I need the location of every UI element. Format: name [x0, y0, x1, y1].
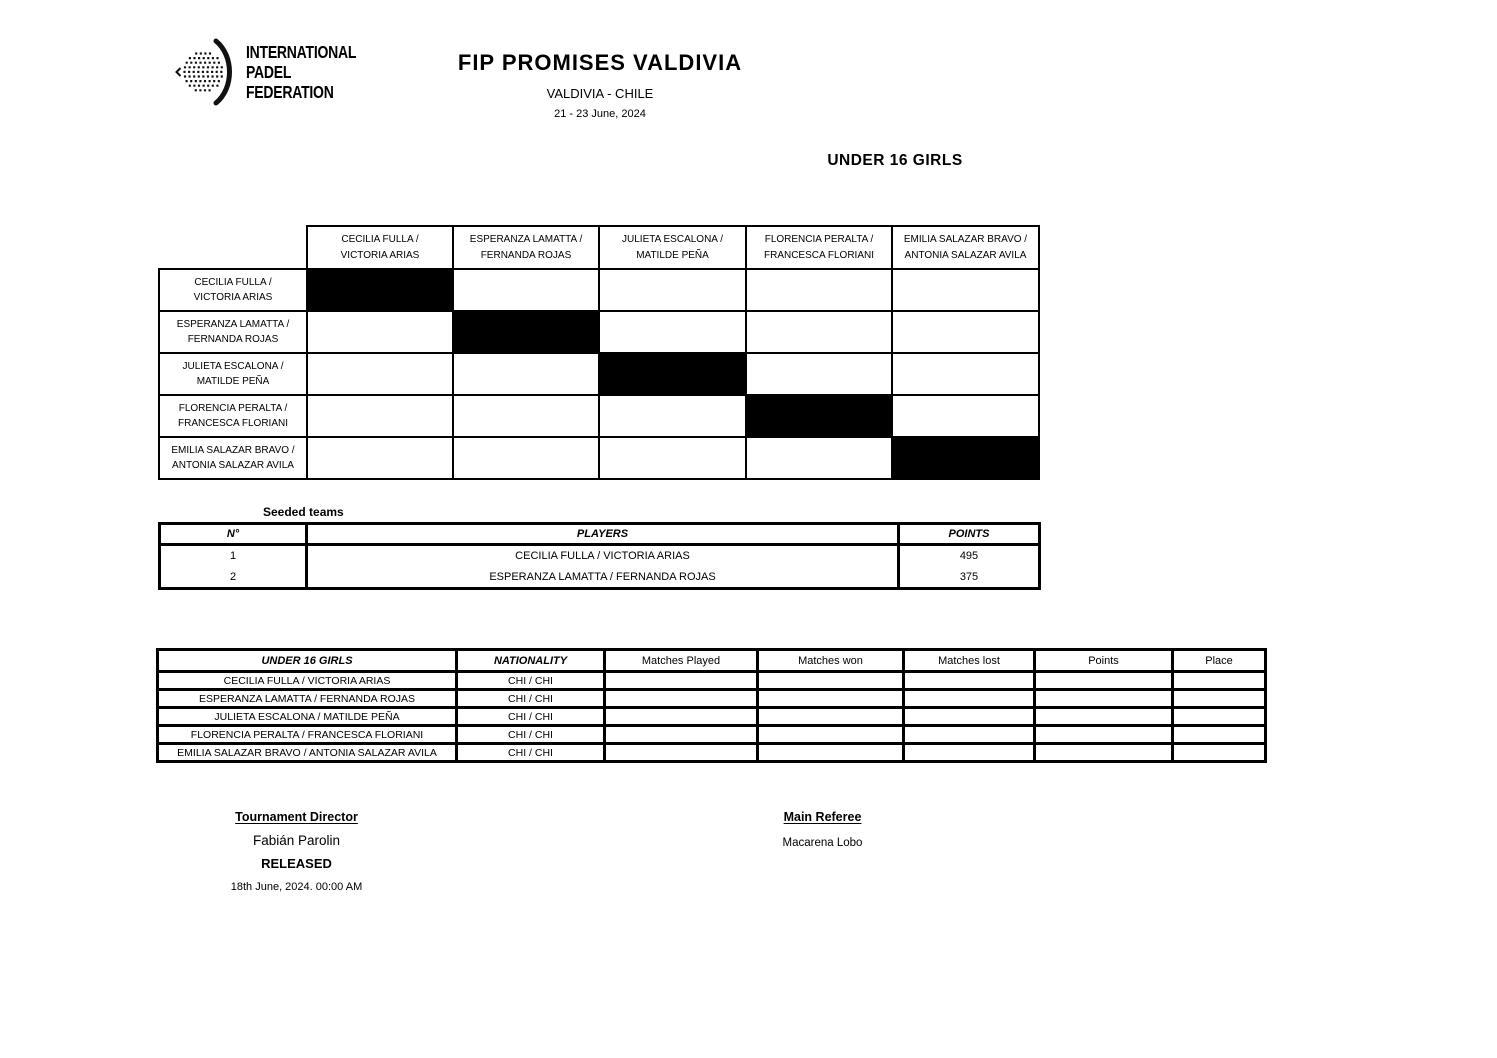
standings-matches-lost: [904, 726, 1035, 744]
matrix-column-header: [453, 226, 599, 269]
matrix-column-header: [746, 226, 892, 269]
standings-column-header: UNDER 16 GIRLS: [158, 650, 457, 672]
team-name-line1: JULIETA ESCALONA /: [182, 361, 284, 372]
team-name: [160, 354, 306, 394]
matrix-row-header: [159, 353, 307, 395]
seeded-teams-table: [158, 522, 1041, 590]
standings-matches-won: [758, 744, 904, 762]
seeded-col-number: N°: [160, 524, 307, 545]
standings-nationality: CHI / CHI: [457, 726, 605, 744]
team-name-line1: FLORENCIA PERALTA /: [178, 403, 288, 414]
team-name: [600, 227, 745, 268]
matrix-corner-cell: [159, 226, 307, 269]
standings-team: ESPERANZA LAMATTA / FERNANDA ROJAS: [158, 690, 457, 708]
standings-matches-won: [758, 672, 904, 690]
seeded-teams-label: Seeded teams: [263, 505, 344, 519]
standings-team: JULIETA ESCALONA / MATILDE PEÑA: [158, 708, 457, 726]
ball-left-mark: [177, 68, 181, 76]
team-name-line2: FERNANDA ROJAS: [480, 249, 572, 261]
team-name-line2: FRANCESCA FLORIANI: [763, 249, 875, 261]
standings-points: [1035, 690, 1173, 708]
standings-matches-lost: [904, 708, 1035, 726]
seeded-col-players: PLAYERS: [307, 524, 899, 545]
standings-row: [158, 690, 1266, 708]
round-robin-matrix: [158, 225, 1040, 480]
standings-row: [158, 708, 1266, 726]
matrix-result-cell: [599, 269, 746, 311]
ball-dots: [183, 52, 223, 91]
standings-team: CECILIA FULLA / VICTORIA ARIAS: [158, 672, 457, 690]
matrix-result-cell: [746, 311, 892, 353]
standings-column-header: Matches lost: [904, 650, 1035, 672]
matrix-diagonal-cell: [746, 395, 892, 437]
standings-column-header: Matches Played: [605, 650, 758, 672]
team-name: [160, 396, 306, 436]
ball-swoosh: [216, 41, 230, 103]
matrix-result-cell: [599, 395, 746, 437]
team-name: [160, 270, 306, 310]
matrix-row: [159, 353, 1039, 395]
team-name-line2: ANTONIA SALAZAR AVILA: [172, 460, 294, 471]
matrix-result-cell: [307, 395, 453, 437]
standings-matches-lost: [904, 744, 1035, 762]
seeded-points: 375: [899, 567, 1040, 589]
standings-matches-played: [605, 690, 758, 708]
standings-matches-played: [605, 708, 758, 726]
standings-matches-lost: [904, 672, 1035, 690]
team-name: [160, 312, 306, 352]
team-name-line1: CECILIA FULLA /: [194, 277, 272, 288]
matrix-row: [159, 437, 1039, 479]
matrix-row-header: [159, 437, 307, 479]
standings-column-header: Matches won: [758, 650, 904, 672]
standings-place: [1173, 744, 1266, 762]
tournament-director-block: [170, 810, 423, 893]
team-name-line1: EMILIA SALAZAR BRAVO /: [171, 445, 295, 456]
team-name-line1: ESPERANZA LAMATTA /: [176, 319, 290, 330]
ipf-ball-icon: [175, 36, 239, 108]
standings-column-header: Points: [1035, 650, 1173, 672]
seeded-row: [160, 567, 1040, 589]
standings-column-header: NATIONALITY: [457, 650, 605, 672]
matrix-column-header: [892, 226, 1039, 269]
team-name: [747, 227, 891, 268]
tournament-title: FIP PROMISES VALDIVIA: [457, 50, 743, 75]
seeded-number: 2: [160, 567, 307, 589]
team-name-line1: JULIETA ESCALONA /: [622, 234, 723, 246]
standings-nationality: CHI / CHI: [457, 744, 605, 762]
tournament-director-label: Tournament Director: [235, 810, 358, 824]
team-name-line1: FLORENCIA PERALTA /: [764, 234, 874, 246]
matrix-result-cell: [746, 353, 892, 395]
standings-nationality: CHI / CHI: [457, 708, 605, 726]
standings-place: [1173, 726, 1266, 744]
matrix-row: [159, 311, 1039, 353]
standings-points: [1035, 726, 1173, 744]
standings-matches-lost: [904, 690, 1035, 708]
team-name: [454, 227, 598, 268]
standings-row: [158, 744, 1266, 762]
standings-matches-played: [605, 744, 758, 762]
release-status: RELEASED: [261, 856, 332, 871]
team-name: [308, 227, 452, 268]
standings-matches-won: [758, 690, 904, 708]
tournament-dates: 21 - 23 June, 2024: [554, 108, 646, 120]
main-referee-name: Macarena Lobo: [782, 837, 863, 849]
release-datetime: 18th June, 2024. 00:00 AM: [230, 881, 363, 893]
seeded-header-row: [160, 524, 1040, 545]
standings-header-row: [158, 650, 1266, 672]
matrix-result-cell: [453, 269, 599, 311]
logo-line-1: INTERNATIONAL: [246, 41, 357, 62]
matrix-result-cell: [892, 269, 1039, 311]
matrix-diagonal-cell: [892, 437, 1039, 479]
matrix-row-header: [159, 269, 307, 311]
standings-matches-played: [605, 726, 758, 744]
standings-points: [1035, 708, 1173, 726]
logo-line-3: FEDERATION: [246, 82, 334, 103]
matrix-result-cell: [307, 311, 453, 353]
seeded-col-points: POINTS: [899, 524, 1040, 545]
standings-nationality: CHI / CHI: [457, 690, 605, 708]
matrix-result-cell: [599, 437, 746, 479]
standings-column-header: Place: [1173, 650, 1266, 672]
matrix-row: [159, 269, 1039, 311]
team-name-line2: ANTONIA SALAZAR AVILA: [904, 249, 1027, 261]
team-name: [160, 438, 306, 478]
matrix-result-cell: [453, 395, 599, 437]
team-name-line2: FERNANDA ROJAS: [187, 334, 279, 345]
matrix-result-cell: [746, 437, 892, 479]
standings-row: [158, 672, 1266, 690]
matrix-result-cell: [599, 311, 746, 353]
standings-matches-won: [758, 708, 904, 726]
matrix-result-cell: [453, 353, 599, 395]
tournament-director-name: Fabián Parolin: [252, 833, 341, 848]
standings-team: FLORENCIA PERALTA / FRANCESCA FLORIANI: [158, 726, 457, 744]
team-name-line1: CECILIA FULLA /: [341, 234, 419, 246]
logo-line-2: PADEL: [246, 61, 292, 82]
matrix-diagonal-cell: [307, 269, 453, 311]
team-name-line2: FRANCESCA FLORIANI: [177, 418, 289, 429]
seeded-players: CECILIA FULLA / VICTORIA ARIAS: [307, 545, 899, 567]
matrix-header-row: [159, 226, 1039, 269]
matrix-column-header: [599, 226, 746, 269]
standings-place: [1173, 672, 1266, 690]
team-name-line2: MATILDE PEÑA: [636, 249, 709, 261]
team-name-line2: VICTORIA ARIAS: [340, 249, 420, 261]
matrix-row: [159, 395, 1039, 437]
matrix-result-cell: [746, 269, 892, 311]
standings-nationality: CHI / CHI: [457, 672, 605, 690]
tournament-location: VALDIVIA - CHILE: [546, 86, 654, 101]
standings-points: [1035, 744, 1173, 762]
standings-team: EMILIA SALAZAR BRAVO / ANTONIA SALAZAR AVILA: [158, 744, 457, 762]
matrix-row-header: [159, 395, 307, 437]
team-name-line1: ESPERANZA LAMATTA /: [469, 234, 583, 246]
matrix-result-cell: [453, 437, 599, 479]
matrix-result-cell: [892, 353, 1039, 395]
standings-matches-played: [605, 672, 758, 690]
seeded-players: ESPERANZA LAMATTA / FERNANDA ROJAS: [307, 567, 899, 589]
matrix-row-header: [159, 311, 307, 353]
standings-place: [1173, 690, 1266, 708]
standings-points: [1035, 672, 1173, 690]
matrix-result-cell: [892, 395, 1039, 437]
matrix-diagonal-cell: [453, 311, 599, 353]
matrix-column-header: [307, 226, 453, 269]
standings-matches-won: [758, 726, 904, 744]
matrix-diagonal-cell: [599, 353, 746, 395]
category-title: UNDER 16 GIRLS: [827, 152, 963, 169]
seeded-body: [160, 545, 1040, 589]
seeded-points: 495: [899, 545, 1040, 567]
standings-table: [156, 648, 1267, 763]
team-name-line1: EMILIA SALAZAR BRAVO /: [903, 234, 1028, 246]
team-name-line2: MATILDE PEÑA: [196, 376, 270, 387]
team-name: [893, 227, 1038, 268]
seeded-row: [160, 545, 1040, 567]
main-referee-block: [700, 810, 945, 849]
team-name-line2: VICTORIA ARIAS: [193, 292, 273, 303]
standings-place: [1173, 708, 1266, 726]
seeded-number: 1: [160, 545, 307, 567]
standings-row: [158, 726, 1266, 744]
matrix-result-cell: [307, 353, 453, 395]
matrix-result-cell: [892, 311, 1039, 353]
matrix-result-cell: [307, 437, 453, 479]
main-referee-label: Main Referee: [783, 810, 862, 824]
